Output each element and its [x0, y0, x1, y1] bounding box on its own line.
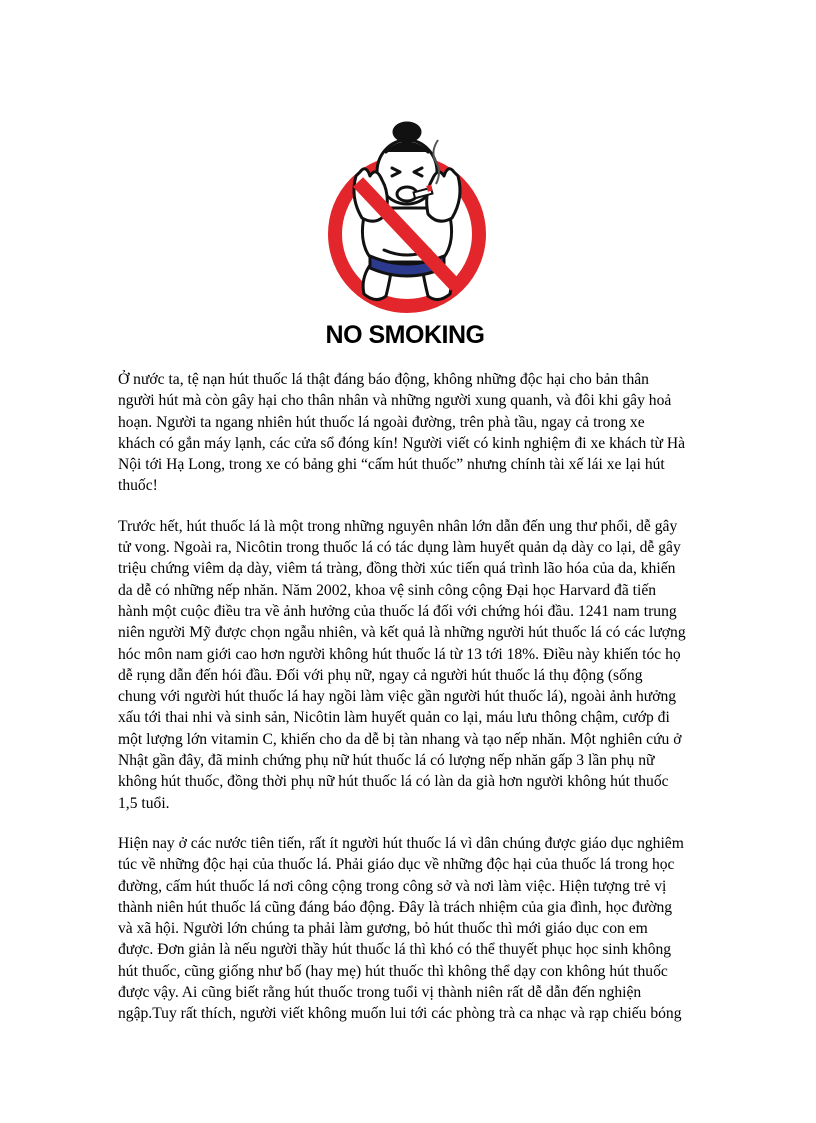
no-smoking-title: NO SMOKING: [325, 321, 485, 349]
paragraph: [118, 833, 710, 1025]
text-line: tử vong. Ngoài ra, Nicôtin trong thuốc lá có tác dụng làm huyết quản dạ dày co lại, dễ gây: [118, 539, 681, 557]
text-line: chung với người hút thuốc lá hay ngồi làm việc gần người hút thuốc lá), ngoài ảnh hưởng: [118, 688, 677, 706]
text-line: một lượng lớn vitamin C, khiến cho da dễ bị tàn nhang và tạo nếp nhăn. Một nghiên cứu ở: [118, 730, 682, 748]
article-body: [118, 369, 710, 1044]
text-line: túc về những độc hại của thuốc lá. Phải giáo dục về những độc hại của thuốc lá trong học: [118, 856, 675, 874]
text-line: 1,5 tuổi.: [118, 794, 170, 812]
text-line: hút thuốc, cũng giống như bố (hay mẹ) hút thuốc thì không thể dạy con không hút thuốc: [118, 962, 668, 980]
text-line: người hút mà còn gây hại cho thân nhân và những người xung quanh, và đôi khi gây hoả: [118, 392, 672, 410]
paragraph: [118, 516, 710, 814]
text-line: không hút thuốc, đồng thời phụ nữ hút thuốc lá có làn da già hơn người không hút thuốc: [118, 773, 669, 791]
text-line: Nhật gần đây, đã minh chứng phụ nữ hút thuốc lá có lượng nếp nhăn gấp 3 lần phụ nữ: [118, 752, 655, 770]
no-smoking-sumo-wrestler-icon: [326, 110, 488, 318]
text-line: Trước hết, hút thuốc lá là một trong những nguyên nhân lớn dẫn đến ung thư phổi, dễ gây: [118, 517, 678, 535]
text-line: Nội tới Hạ Long, trong xe có bảng ghi “cấm hút thuốc” nhưng chính tài xế lái xe lại hút: [118, 456, 665, 474]
text-line: xấu tới thai nhi và sinh sản, Nicôtin làm huyết quản co lại, máu lưu thông chậm, cướp đi: [118, 709, 670, 727]
text-line: và xã hội. Người lớn chúng ta phải làm gương, bỏ hút thuốc thì mới giáo dục con em: [118, 920, 648, 938]
text-line: hoạn. Người ta ngang nhiên hút thuốc lá ngoài đường, trên phà tầu, ngay cả trong xe: [118, 413, 645, 431]
text-line: thuốc!: [118, 477, 158, 495]
text-line: đường, cấm hút thuốc lá nơi công cộng trong công sở và nơi làm việc. Hiện tượng trẻ vị: [118, 877, 667, 895]
text-line: Hiện nay ở các nước tiên tiến, rất ít người hút thuốc lá vì dân chúng được giáo dục nghiêm: [118, 834, 684, 852]
text-line: niên người Mỹ được chọn ngẫu nhiên, và kết quả là những người hút thuốc lá có các lượng: [118, 624, 686, 642]
text-line: được. Đơn giản là nếu người thầy hút thuốc lá thì khó có thể thuyết phục học sinh không: [118, 941, 672, 959]
text-line: hóc môn nam giới cao hơn người không hút thuốc lá từ 13 tới 18%. Điều này khiến tóc họ: [118, 645, 681, 663]
text-line: thành niên hút thuốc lá cũng đáng báo động. Đây là trách nhiệm của gia đình, học đường: [118, 898, 673, 916]
text-line: Ở nước ta, tệ nạn hút thuốc lá thật đáng báo động, không những độc hại cho bản thân: [118, 371, 649, 388]
text-line: được vậy. Ai cũng biết rằng hút thuốc trong tuổi vị thành niên rất dễ dẫn đến nghiện: [118, 984, 642, 1002]
text-line: da dễ có những nếp nhăn. Năm 2002, khoa vệ sinh công cộng Đại học Harvard đã tiến: [118, 581, 657, 599]
text-line: triệu chứng viêm dạ dày, viêm tá tràng, đồng thời xúc tiến quá trình lão hóa của da, khiến: [118, 560, 676, 578]
text-line: ngập.Tuy rất thích, người viết không muốn lui tới các phòng trà ca nhạc và rạp chiếu bóng: [118, 1005, 682, 1023]
text-line: dễ rụng dẫn đến hói đầu. Đối với phụ nữ, ngay cả người hút thuốc lá thụ động (sống: [118, 666, 643, 684]
text-line: hành một cuộc điều tra về ảnh hưởng của thuốc lá đối với chứng hói đầu. 1241 nam trung: [118, 602, 677, 620]
paragraph: [118, 369, 710, 497]
no-smoking-illustration: [326, 110, 488, 318]
text-line: khách có gắn máy lạnh, các cửa sổ đóng kín! Người viết có kinh nghiệm đi xe khách từ Hà: [118, 434, 686, 452]
